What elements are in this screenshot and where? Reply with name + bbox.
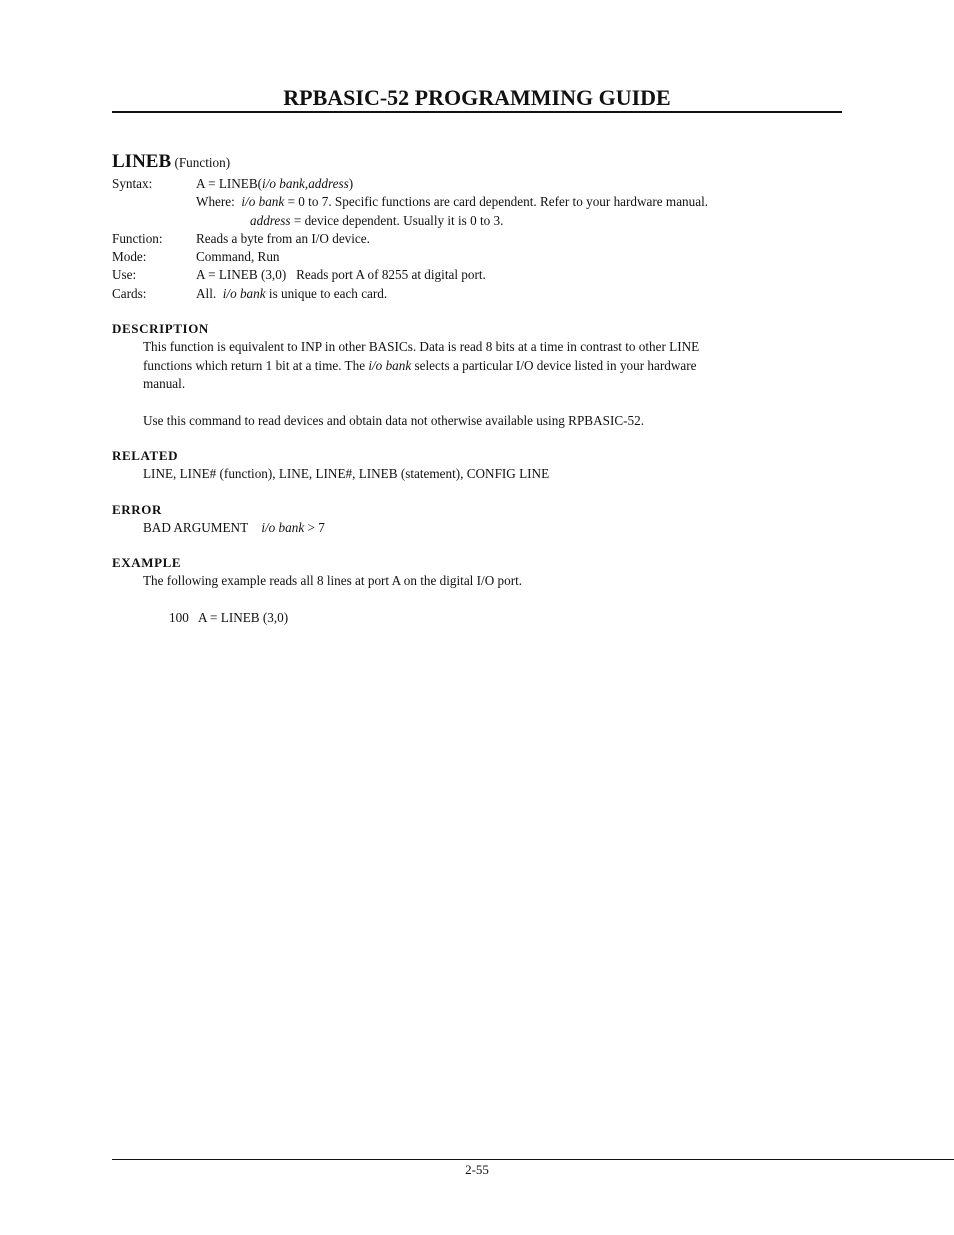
function-row xyxy=(112,230,842,248)
description-line-2b: selects a particular I/O device listed in your hardware xyxy=(414,357,697,373)
description-line-2a: functions which return 1 bit at a time. The xyxy=(143,357,366,373)
error-code: BAD ARGUMENT xyxy=(143,519,249,535)
where-text-1: = 0 to 7. Specific functions are card dependent. Refer to your hardware manual. xyxy=(287,194,709,210)
syntax-suffix: ) xyxy=(348,176,354,191)
description-line-1: This function is equivalent to INP in other BASICs. Data is read 8 bits at a time in contrast to other LINE xyxy=(143,339,700,355)
entry-name: LINEB xyxy=(112,151,172,172)
page-number: 2-55 xyxy=(465,1162,489,1177)
description-body xyxy=(112,338,842,430)
where-arg-2: address xyxy=(250,212,291,228)
description-line-2-arg: i/o bank xyxy=(368,357,412,373)
where-row-1 xyxy=(112,193,842,211)
footer-rule xyxy=(112,1159,954,1160)
syntax-prefix: A = LINEB( xyxy=(196,176,263,191)
mode-text: Command, Run xyxy=(196,249,280,265)
where-value-1 xyxy=(196,193,708,211)
related-text: LINE, LINE# (function), LINE, LINE#, LINEB (statement), CONFIG LINE xyxy=(143,466,550,482)
cards-row xyxy=(112,285,842,303)
cards-arg: i/o bank xyxy=(222,285,266,301)
use-text: A = LINEB (3,0) Reads port A of 8255 at digital port. xyxy=(196,267,486,283)
related-title: RELATED xyxy=(112,448,179,464)
description-title: DESCRIPTION xyxy=(112,321,209,337)
error-condition: > 7 xyxy=(307,519,325,535)
syntax-value xyxy=(196,175,353,193)
error-body xyxy=(112,519,842,538)
error-arg: i/o bank xyxy=(261,519,305,535)
description-paragraph-2: Use this command to read devices and obtain data not otherwise available using RPBASIC-52. xyxy=(143,412,645,428)
syntax-args: i/o bank,address xyxy=(262,176,349,191)
entry-heading xyxy=(112,150,842,175)
cards-value xyxy=(196,285,387,303)
where-label: Where: xyxy=(196,194,235,210)
use-label: Use: xyxy=(112,267,137,283)
function-text: Reads a byte from an I/O device. xyxy=(196,230,370,246)
cards-prefix: All. xyxy=(196,285,217,301)
mode-label: Mode: xyxy=(112,249,147,265)
use-row xyxy=(112,266,842,284)
where-arg-1: i/o bank xyxy=(241,194,285,210)
example-title: EXAMPLE xyxy=(112,555,182,571)
entry-type: (Function) xyxy=(174,155,231,170)
description-line-2 xyxy=(143,357,842,376)
header-rule xyxy=(112,111,842,113)
mode-row xyxy=(112,248,842,266)
page-header-title: RPBASIC-52 PROGRAMMING GUIDE xyxy=(283,85,671,110)
where-row-2 xyxy=(112,212,842,230)
example-text: The following example reads all 8 lines at port A on the digital I/O port. xyxy=(143,573,523,589)
page-content xyxy=(112,150,842,627)
cards-label: Cards: xyxy=(112,285,147,301)
where-text-2: = device dependent. Usually it is 0 to 3. xyxy=(293,212,504,228)
error-title: ERROR xyxy=(112,501,162,517)
cards-text: is unique to each card. xyxy=(268,285,388,301)
syntax-label: Syntax: xyxy=(112,176,153,191)
syntax-row xyxy=(112,175,842,193)
where-value-2 xyxy=(250,212,503,230)
example-code: 100 A = LINEB (3,0) xyxy=(169,609,289,625)
description-line-3: manual. xyxy=(143,376,186,392)
function-label: Function: xyxy=(112,230,163,246)
